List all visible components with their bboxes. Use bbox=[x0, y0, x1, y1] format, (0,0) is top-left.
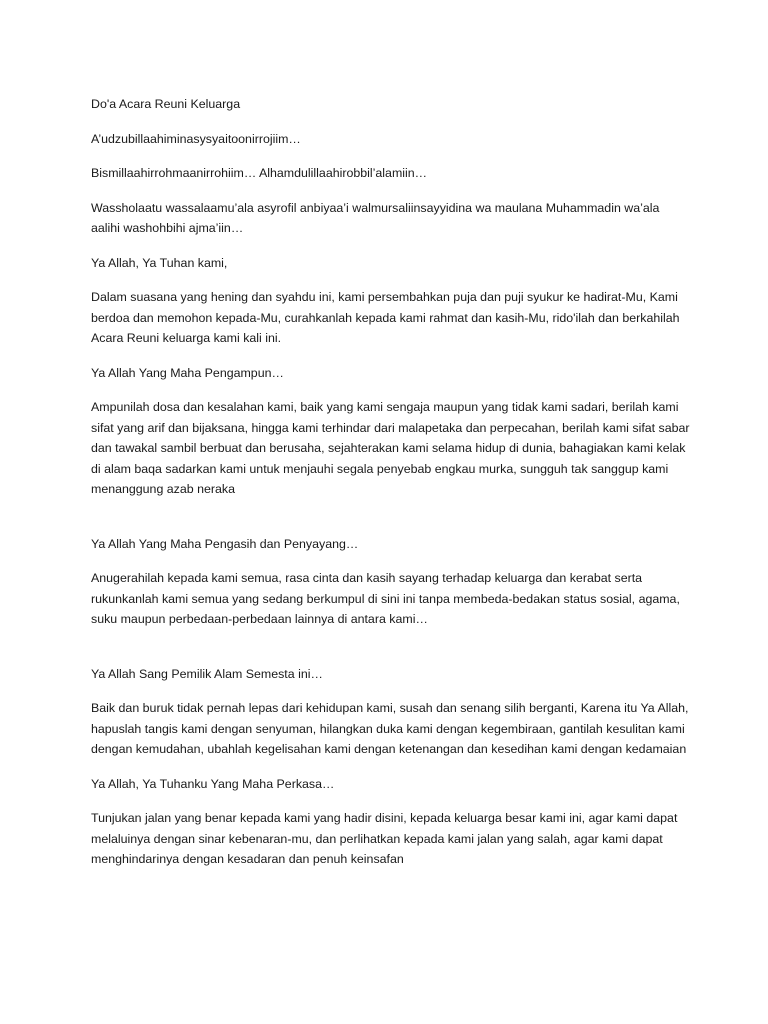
paragraph-heading-maha-perkasa: Ya Allah, Ya Tuhanku Yang Maha Perkasa… bbox=[91, 776, 335, 791]
paragraph-heading-tuhan-kami: Ya Allah, Ya Tuhan kami, bbox=[91, 255, 228, 270]
paragraph-heading-maha-pengasih: Ya Allah Yang Maha Pengasih dan Penyayang… bbox=[91, 536, 359, 551]
paragraph-puja-syukur: Dalam suasana yang hening dan syahdu ini, kami persembahkan puja dan puji syukur ke hadirat-Mu, Kami berdoa dan memohon kepada-Mu, curahkanlah kepada kami rahmat dan kasih-Mu, rido'ilah dan berkahilah Acara Reuni keluarga kami kali ini. bbox=[91, 290, 680, 345]
paragraph-baik-buruk: Baik dan buruk tidak pernah lepas dari kehidupan kami, susah dan senang silih berganti, Karena itu Ya Allah, hapuslah tangis kami dengan senyuman, hilangkan duka kami dengan kegembiraan, gantilah kesulitan kami dengan kemudahan, ubahlah kegelisahan kami dengan ketenangan dan kesedihan kami dengan kedamaian bbox=[91, 701, 689, 756]
document-title: Do'a Acara Reuni Keluarga bbox=[91, 97, 241, 111]
paragraph-heading-maha-pengampun: Ya Allah Yang Maha Pengampun… bbox=[91, 365, 284, 380]
paragraph-anugerahilah: Anugerahilah kepada kami semua, rasa cinta dan kasih sayang terhadap keluarga dan kerabat serta rukunkanlah kami semua yang sedang berkumpul di sini ini tanpa membeda-bedakan status sosial, agama, suku maupun perbedaan-perbedaan lainnya di antara kami… bbox=[91, 571, 680, 626]
paragraph-heading-pemilik-alam: Ya Allah Sang Pemilik Alam Semesta ini… bbox=[91, 666, 323, 681]
paragraph-taawudz: A’udzubillaahiminasysyaitoonirrojiim… bbox=[91, 131, 301, 146]
paragraph-tunjukan-jalan: Tunjukan jalan yang benar kepada kami yang hadir disini, kepada keluarga besar kami ini, agar kami dapat melaluinya dengan sinar kebenaran-mu, dan perlihatkan kepada kami jalan yang salah, agar kami dapat menghindarinya dengan kesadaran dan penuh keinsafan bbox=[91, 811, 678, 866]
document-body bbox=[91, 94, 691, 884]
paragraph-basmalah: Bismillaahirrohmaanirrohiim… Alhamdulillaahirobbil’alamiin… bbox=[91, 166, 428, 180]
paragraph-sholawat: Wassholaatu wassalaamu’ala asyrofil anbiyaa’i walmursaliinsayyidina wa maulana Muhammadin wa’ala aalihi washohbihi ajma’iin… bbox=[91, 200, 660, 235]
paragraph-ampunilah: Ampunilah dosa dan kesalahan kami, baik yang kami sengaja maupun yang tidak kami sadari, berilah kami sifat yang arif dan bijaksana, hingga kami terhindar dari malapetaka dan perpecahan, berilah kami sifat sabar dan tawakal sambil berbuat dan berusaha, sejahterakan kami selama hidup di dunia, bahagiakan kami kelak di alam baqa sadarkan kami untuk menjauhi segala penyebab engkau murka, sungguh tak sanggup kami menanggung azab neraka bbox=[91, 400, 690, 496]
